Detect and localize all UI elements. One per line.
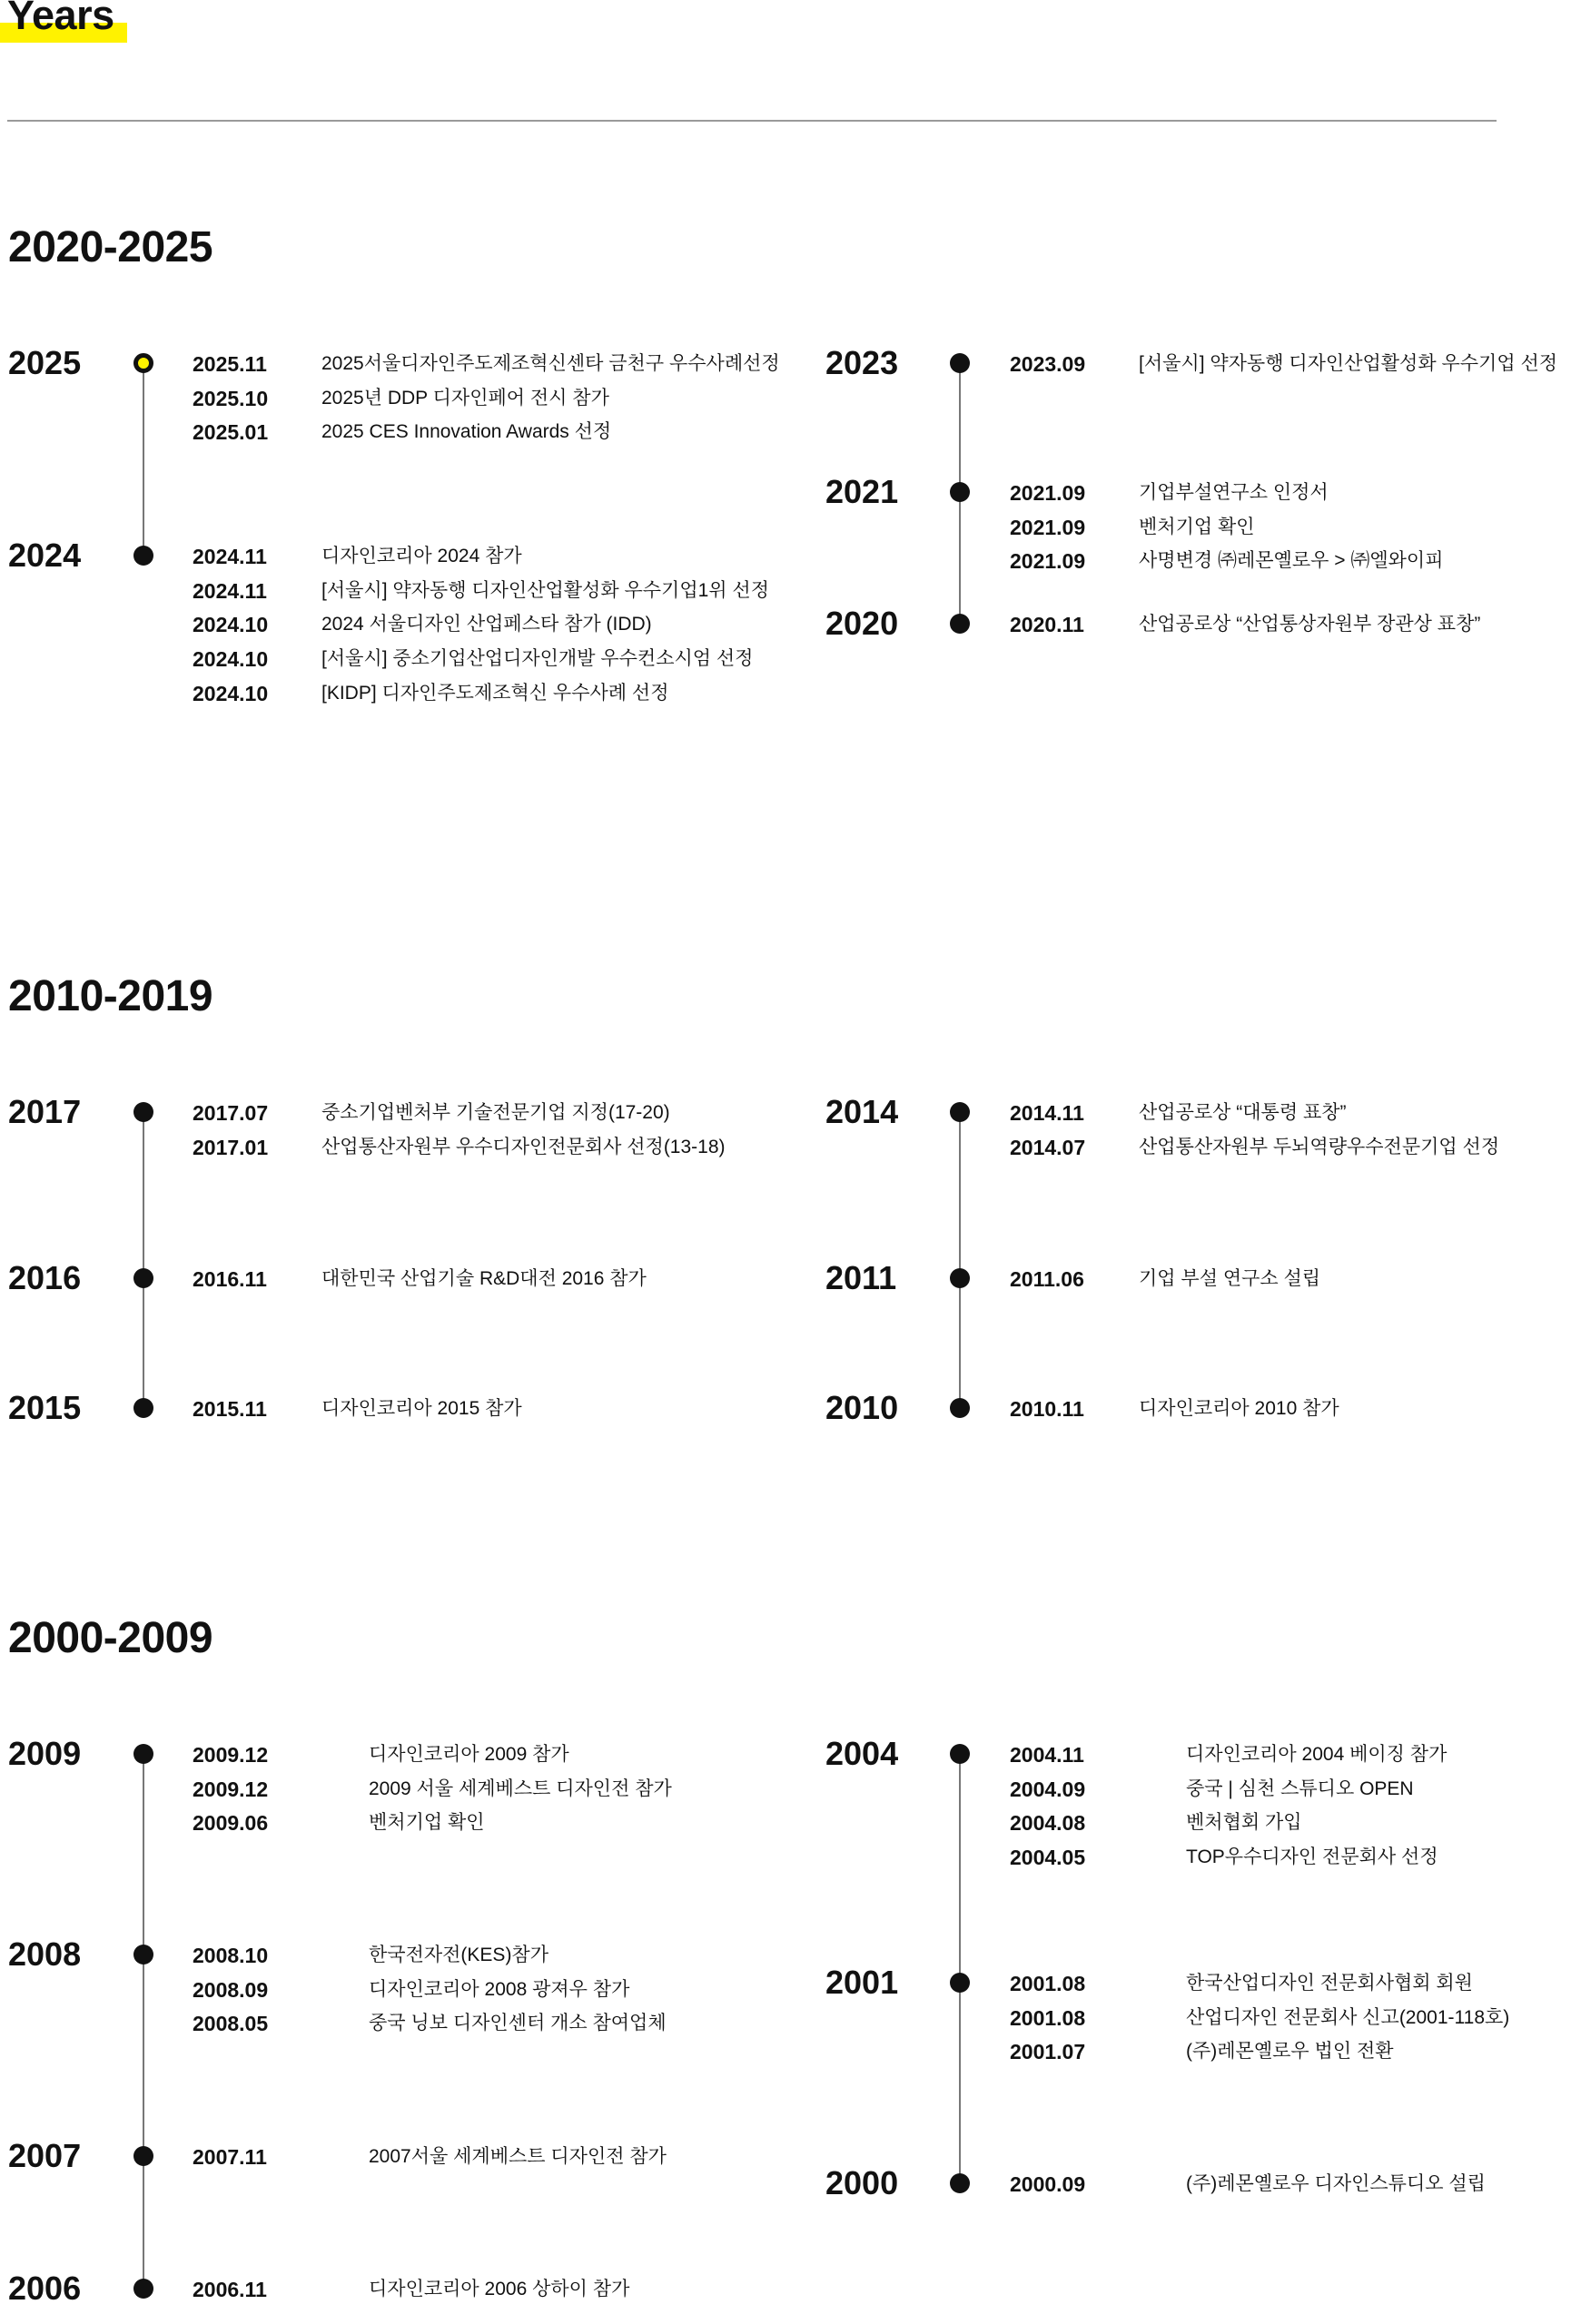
section-heading: 2020-2025 (8, 223, 213, 271)
year-label: 2001 (825, 1964, 899, 2001)
year-label: 2010 (825, 1389, 899, 1426)
entry-description: 2009 서울 세계베스트 디자인전 참가 (369, 1777, 672, 1799)
entry-date: 2023.09 (1010, 352, 1086, 376)
entry-description: 벤처기업 확인 (1139, 516, 1255, 537)
entry-date: 2025.01 (193, 420, 269, 445)
entry-date: 2014.07 (1010, 1135, 1086, 1159)
entry-description: 산업공로상 “대통령 표창” (1139, 1102, 1347, 1123)
entry-date: 2004.11 (1010, 1743, 1084, 1767)
timeline-entry (8, 645, 789, 673)
entry-description: 기업부설연구소 인정서 (1139, 482, 1329, 503)
entry-date: 2020.11 (1010, 613, 1084, 636)
timeline-entry (8, 2010, 789, 2037)
entry-date: 2024.10 (193, 613, 269, 637)
entry-description: [서울시] 약자동행 디자인산업활성화 우수기업 선정 (1139, 353, 1558, 374)
year-label: 2014 (825, 1093, 899, 1130)
entry-date: 2017.07 (193, 1101, 269, 1125)
entry-date: 2024.10 (193, 647, 269, 672)
entry-date: 2000.09 (1010, 2172, 1086, 2196)
entry-date: 2008.09 (193, 1977, 269, 2002)
timeline-entry (8, 1265, 789, 1293)
year-label: 2009 (8, 1735, 82, 1772)
entry-description: 중국 | 심천 스튜디오 OPEN (1186, 1777, 1414, 1799)
timeline-entry (825, 1099, 1571, 1127)
entry-description: 중국 닝보 디자인센터 개소 참여업체 (369, 2013, 667, 2034)
timeline-entry (8, 385, 789, 412)
year-label: 2015 (8, 1389, 82, 1426)
entry-description: TOP우수디자인 전문회사 선정 (1186, 1846, 1438, 1868)
entry-description: [서울시] 약자동행 디자인산업활성화 우수기업1위 선정 (321, 579, 769, 601)
entry-date: 2007.11 (193, 2145, 267, 2169)
entry-date: 2004.09 (1010, 1777, 1086, 1801)
page-title-text: Years (7, 0, 114, 38)
entry-date: 2006.11 (193, 2278, 267, 2301)
entry-description: 디자인코리아 2008 광져우 참가 (369, 1978, 630, 2000)
timeline-entry (825, 350, 1571, 378)
section-heading: 2000-2009 (8, 1614, 213, 1662)
timeline-entry (825, 1970, 1571, 1997)
timeline-entry (825, 2171, 1571, 2198)
entry-description: 디자인코리아 2009 참가 (369, 1744, 569, 1765)
entry-description: 디자인코리아 2024 참가 (321, 546, 522, 566)
entry-date: 2009.12 (193, 1743, 269, 1767)
entry-date: 2009.12 (193, 1777, 269, 1801)
entry-description: 대한민국 산업기술 R&D대전 2016 참가 (321, 1268, 647, 1289)
timeline-entry (825, 1741, 1571, 1768)
entry-description: 벤처협회 가입 (1186, 1812, 1302, 1834)
title-divider (7, 120, 1497, 122)
timeline-entry (8, 611, 789, 638)
timeline-entry (8, 1741, 789, 1768)
timeline-entry (825, 1265, 1571, 1293)
year-label: 2023 (825, 344, 899, 381)
entry-date: 2016.11 (193, 1267, 267, 1291)
entry-description: 산업공로상 “산업통상자원부 장관상 표창” (1139, 614, 1481, 635)
entry-description: (주)레몬옐로우 디자인스튜디오 설립 (1186, 2173, 1486, 2194)
timeline-entry (825, 2038, 1571, 2065)
entry-description: [KIDP] 디자인주도제조혁신 우수사례 선정 (321, 682, 669, 704)
entry-description: 2025년 DDP 디자인페어 전시 참가 (321, 387, 609, 409)
entry-date: 2015.11 (193, 1397, 267, 1421)
timeline-entry (825, 1395, 1571, 1423)
timeline-entry (8, 1809, 789, 1837)
timeline-entry (825, 1776, 1571, 1803)
entry-date: 2025.11 (193, 352, 267, 376)
year-label: 2021 (825, 473, 899, 510)
page-title (7, 0, 127, 36)
timeline-entry (8, 1976, 789, 2004)
entry-description: 디자인코리아 2006 상하이 참가 (369, 2279, 630, 2299)
entry-description: 한국산업디자인 전문회사협회 회원 (1186, 1973, 1473, 1994)
entry-description: 2024 서울디자인 산업페스타 참가 (IDD) (321, 614, 652, 635)
entry-description: 디자인코리아 2015 참가 (321, 1398, 522, 1419)
entry-date: 2024.11 (193, 545, 267, 568)
timeline-entry (8, 577, 789, 605)
entry-date: 2021.09 (1010, 515, 1086, 539)
entry-date: 2025.10 (193, 386, 269, 410)
entry-date: 2010.11 (1010, 1397, 1084, 1421)
year-label: 2007 (8, 2137, 82, 2174)
timeline-entry (8, 543, 789, 570)
entry-description: 산업통산자원부 두뇌역량우수전문기업 선정 (1139, 1136, 1500, 1157)
entry-description: 2007서울 세계베스트 디자인전 참가 (369, 2146, 667, 2167)
year-label: 2017 (8, 1093, 82, 1130)
timeline-entry (825, 1134, 1571, 1161)
timeline-entry (825, 2004, 1571, 2032)
entry-date: 2001.08 (1010, 2005, 1086, 2030)
entry-date: 2008.05 (193, 2012, 269, 2036)
entry-date: 2017.01 (193, 1135, 269, 1159)
entry-date: 2008.10 (193, 1944, 269, 1967)
entry-description: 디자인코리아 2010 참가 (1139, 1398, 1339, 1419)
year-label: 2025 (8, 344, 82, 381)
entry-date: 2021.09 (1010, 549, 1086, 574)
entry-date: 2004.08 (1010, 1811, 1086, 1836)
timeline-entry (8, 419, 789, 446)
year-label: 2004 (825, 1735, 899, 1772)
timeline-entry (825, 514, 1571, 541)
entry-description: 벤처기업 확인 (369, 1812, 485, 1834)
timeline-entry (8, 1395, 789, 1423)
year-label: 2016 (8, 1259, 82, 1296)
timeline-entry (8, 1776, 789, 1803)
entry-description: 중소기업벤처부 기술전문기업 지정(17-20) (321, 1102, 670, 1123)
entry-description: (주)레몬옐로우 법인 전환 (1186, 2041, 1394, 2063)
entry-date: 2024.10 (193, 681, 269, 705)
entry-description: 기업 부설 연구소 설립 (1139, 1268, 1321, 1289)
year-label: 2024 (8, 537, 82, 574)
entry-description: [서울시] 중소기업산업디자인개발 우수컨소시엄 선정 (321, 648, 754, 670)
timeline-entry (8, 1099, 789, 1127)
entry-description: 산업디자인 전문회사 신고(2001-118호) (1186, 2006, 1510, 2028)
timeline-entry (825, 611, 1571, 638)
timeline-entry (825, 1844, 1571, 1871)
entry-date: 2009.06 (193, 1811, 269, 1836)
year-label: 2000 (825, 2164, 899, 2201)
timeline-entry (8, 1942, 789, 1969)
timeline-entry (825, 479, 1571, 507)
entry-description: 한국전자전(KES)참가 (369, 1945, 549, 1965)
entry-date: 2001.07 (1010, 2040, 1086, 2064)
year-label: 2011 (825, 1259, 897, 1296)
timeline-entry (825, 1809, 1571, 1837)
entry-description: 디자인코리아 2004 베이징 참가 (1186, 1744, 1447, 1765)
timeline-entry (8, 2276, 789, 2303)
entry-description: 사명변경 ㈜레몬옐로우 > ㈜엘와이피 (1139, 550, 1444, 572)
timeline-entry (8, 1134, 789, 1161)
entry-description: 산업통산자원부 우수디자인전문회사 선정(13-18) (321, 1136, 726, 1157)
timeline-entry (8, 350, 789, 378)
timeline-entry (825, 547, 1571, 575)
entry-date: 2001.08 (1010, 1972, 1086, 1995)
section-heading: 2010-2019 (8, 972, 213, 1020)
timeline-entry (8, 680, 789, 707)
entry-description: 2025 CES Innovation Awards 선정 (321, 421, 612, 443)
entry-description: 2025서울디자인주도제조혁신센타 금천구 우수사례선정 (321, 353, 780, 374)
entry-date: 2021.09 (1010, 481, 1086, 505)
year-label: 2020 (825, 605, 899, 642)
entry-date: 2024.11 (193, 578, 267, 603)
year-label: 2006 (8, 2270, 82, 2307)
entry-date: 2011.06 (1010, 1267, 1084, 1291)
timeline-entry (8, 2143, 789, 2171)
year-label: 2008 (8, 1935, 82, 1973)
entry-date: 2004.05 (1010, 1846, 1086, 1870)
entry-date: 2014.11 (1010, 1101, 1084, 1125)
